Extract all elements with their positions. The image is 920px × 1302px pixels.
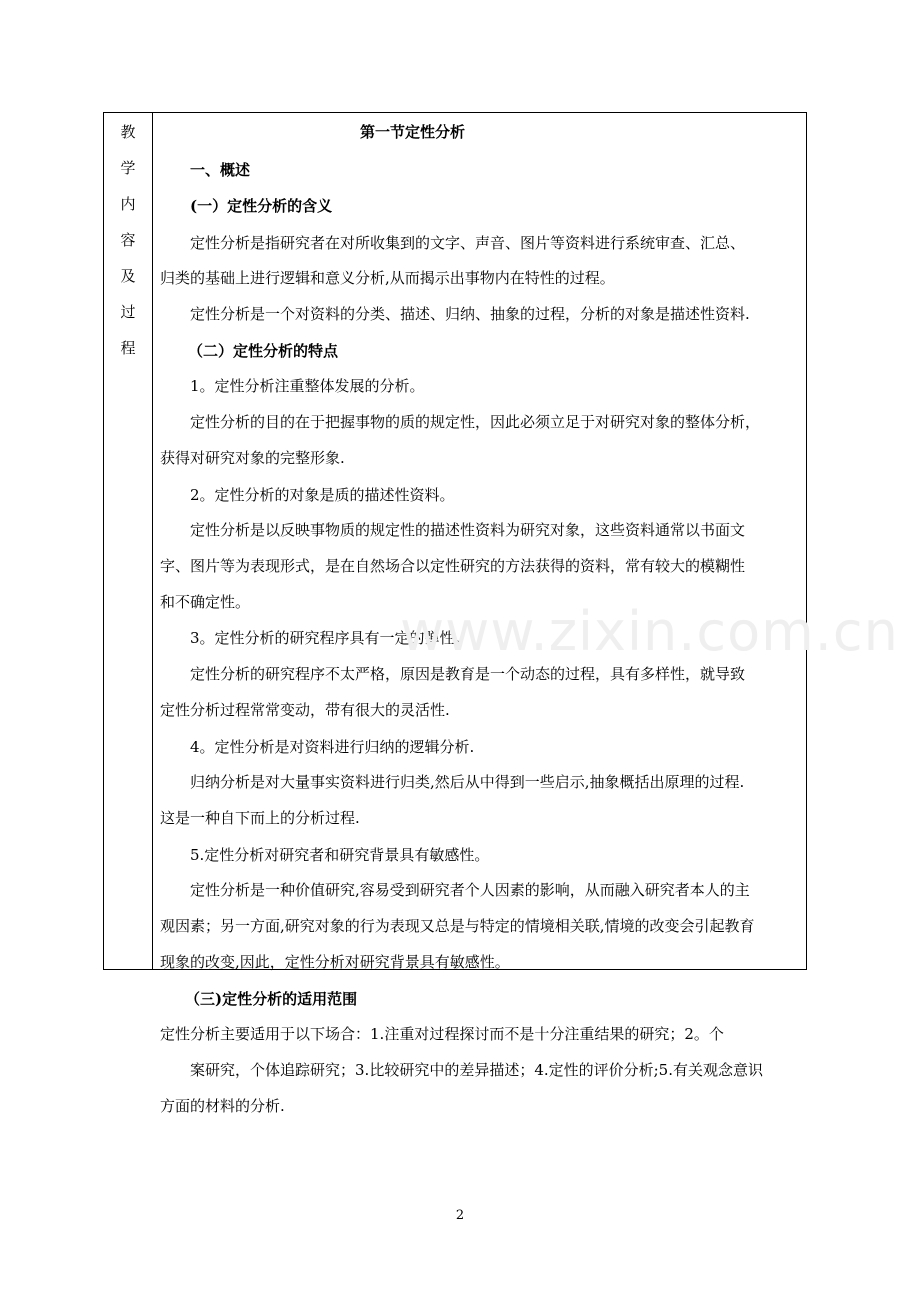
body-line: 2。定性分析的对象是质的描述性资料。	[190, 486, 455, 504]
body-line: 案研究，个体追踪研究；3.比较研究中的差异描述；4.定性的评价分析;5.有关观念意识	[190, 1061, 763, 1079]
section-heading: （二）定性分析的特点	[188, 342, 339, 360]
body-line: 观因素；另一方面,研究对象的行为表现又总是与特定的情境相关联,情境的改变会引起教育	[160, 917, 755, 935]
page-number: 2	[455, 1208, 465, 1223]
body-line: 定性分析主要适用于以下场合：1.注重对过程探讨而不是十分注重结果的研究；2。个	[160, 1025, 724, 1043]
section-heading: 一、概述	[190, 161, 251, 179]
section-heading: （三)定性分析的适用范围	[185, 990, 358, 1008]
side-label-char: 程	[120, 339, 136, 357]
body-line: 定性分析是以反映事物质的规定性的描述性资料为研究对象，这些资料通常以书面文	[190, 521, 746, 539]
side-label-char: 教	[120, 123, 136, 141]
side-label-char: 及	[120, 267, 136, 285]
body-line: 1。定性分析注重整体发展的分析。	[190, 377, 425, 395]
body-line: 和不确定性。	[160, 593, 251, 611]
body-line: 方面的材料的分析.	[160, 1097, 285, 1115]
body-line: 定性分析的研究程序不太严格，原因是教育是一个动态的过程，具有多样性，就导致	[190, 665, 746, 683]
body-line: 4。定性分析是对资料进行归纳的逻辑分析.	[190, 738, 475, 756]
section-heading: 第一节定性分析	[360, 123, 466, 141]
body-line: 5.定性分析对研究者和研究背景具有敏感性。	[190, 846, 490, 864]
side-label-column	[104, 112, 152, 366]
body-line: 现象的改变,因此，定性分析对研究背景具有敏感性。	[160, 953, 510, 971]
body-line: 获得对研究对象的完整形象.	[160, 449, 345, 467]
section-heading: (一）定性分析的含义	[190, 197, 333, 215]
watermark: www.zixin.com.cn	[400, 600, 899, 663]
body-line: 3。定性分析的研究程序具有一定的弹性。	[190, 629, 470, 647]
side-label-char: 内	[120, 195, 136, 213]
body-line: 定性分析是指研究者在对所收集到的文字、声音、图片等资料进行系统审查、汇总、	[190, 234, 746, 252]
side-label-char: 过	[120, 303, 136, 321]
body-line: 这是一种自下而上的分析过程.	[160, 809, 360, 827]
body-line: 定性分析是一种价值研究,容易受到研究者个人因素的影响，从而融入研究者本人的主	[190, 881, 750, 899]
body-line: 字、图片等为表现形式，是在自然场合以定性研究的方法获得的资料，常有较大的模糊性	[160, 557, 746, 575]
column-divider	[152, 112, 153, 970]
body-line: 归类的基础上进行逻辑和意义分析,从而揭示出事物内在特性的过程。	[160, 269, 615, 287]
body-line: 定性分析过程常常变动，带有很大的灵活性.	[160, 701, 450, 719]
body-line: 归纳分析是对大量事实资料进行归类,然后从中得到一些启示,抽象概括出原理的过程.	[190, 773, 745, 791]
side-label-char: 容	[120, 231, 136, 249]
side-label-char: 学	[120, 159, 136, 177]
body-line: 定性分析的目的在于把握事物的质的规定性，因此必须立足于对研究对象的整体分析，	[190, 413, 761, 431]
body-line: 定性分析是一个对资料的分类、描述、归纳、抽象的过程，分析的对象是描述性资料.	[190, 305, 750, 323]
